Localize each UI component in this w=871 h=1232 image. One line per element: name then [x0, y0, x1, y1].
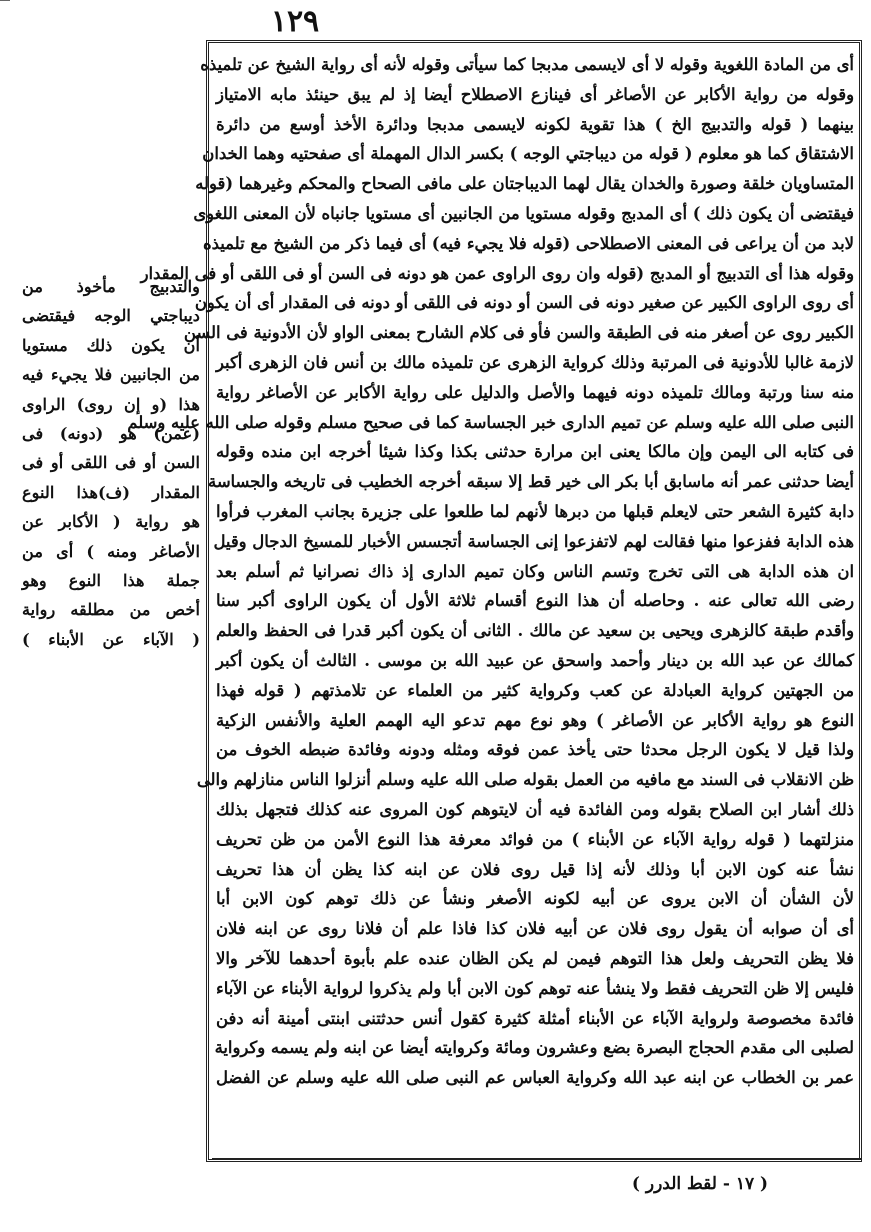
text-line: أى من المادة اللغوية وقوله لا أى لايسمى مدبجا كما سيأتى وقوله لأنه أى رواية الشيخ عن تلميذه	[200, 55, 854, 74]
scan-edge-mark	[0, 0, 10, 1]
footer-signature: ( ١٧ - لقط الدرر )	[631, 1174, 769, 1194]
text-line: وأقدم طبقة كالزهرى ويحيى بن سعيد عن مالك . الثانى أن يكون أكبر قدرا فى الحفظ والعلم	[216, 621, 854, 641]
text-line: منزلتهما ( قوله رواية الآباء عن الأبناء ) من فوائد معرفة هذا النوع الأمن من ظن تحريف	[216, 829, 854, 849]
text-line: النبى صلى الله عليه وسلم عن تميم الدارى خبر الجساسة كما فى صحيح مسلم وقوله صلى الله عليه وسلم	[127, 412, 854, 432]
margin-note-line: ( الآباء عن الأبناء )	[22, 629, 200, 649]
matn-margin-text	[22, 272, 200, 654]
text-line: هذه الدابة ففزعوا منها فقالت لهم لاتفزعوا إنى الجساسة أتجسس الأخبار للمسيخ الدجال وقيل	[213, 531, 854, 551]
text-line: الاشتقاق كما هو معلوم ( قوله من ديباجتي الوجه ) بكسر الدال المهملة أى صفحتيه وهما الخدان	[202, 144, 854, 164]
text-line: لأن الشأن أن الابن يروى عن أبيه لكونه الأصغر ونشأ عن ذلك توهم كون الابن أبا	[216, 889, 854, 909]
margin-note-line: ديباجتي الوجه فيقتضى	[22, 306, 200, 326]
margin-note-line: هو رواية ( الأكابر عن	[22, 512, 200, 532]
text-line: نشأ عنه كون الابن أبا وذلك لأنه إذا قيل روى فلان عن ابنه كذا يظن أن هذا تحريف	[216, 859, 854, 879]
text-line: كمالك عن عبد الله بن دينار وأحمد واسحق عن عبيد الله بن موسى . الثالث أن يكون أكبر	[216, 650, 854, 670]
margin-note-line: أخص من مطلقه رواية	[22, 600, 200, 620]
commentary-text	[127, 50, 854, 1093]
margin-note-line: الأصاغر ومنه ) أى من	[22, 541, 200, 561]
text-line: دابة كثيرة الشعر حتى لايعلم قبلها من دبرها لأنهم لما طلعوا على جزيرة بجانب المغرب فرأوا	[216, 501, 854, 521]
text-line: الكبير روى عن أصغر منه فى الطبقة والسن فأو فى كلام الشارح بمعنى الواو لأن الأدونية فى السن	[183, 323, 854, 343]
margin-note-line: (عمن) هو (دونه) فى	[22, 423, 200, 443]
text-line: فلا يظن التحريف ولعل هذا التوهم فيمن لم يكن الظان عنده علم بأبوة أحدهما للآخر والا	[216, 948, 854, 968]
page-number: ١٢٩	[270, 4, 320, 39]
margin-note-line: جملة هذا النوع وهو	[22, 570, 200, 590]
text-line: ان هذه الدابة هى التى تخرج وتسم الناس وكان تميم الدارى إذ ذاك نصرانيا ثم أسلم بعد	[216, 561, 854, 581]
text-line: وقوله هذا أى التدبيج أو المدبج (قوله وان روى الراوى عمن هو دونه فى السن أو فى اللقى أو فى المقدار	[140, 263, 854, 283]
text-line: فائدة مخصوصة ولرواية الآباء عن الأبناء أمثلة كثيرة كقول أنس حدثتنى ابنتى أمينة أنه دفن	[216, 1008, 854, 1028]
margin-note-line: هذا (و إن روى) الراوى	[22, 394, 200, 414]
text-line: أى أن صوابه أن يقول روى فلان عن أبيه فلان كذا فاذا علم أن فلانا روى عن ابنه فلان	[216, 919, 854, 939]
text-line: أيضا حدثنى عمر أنه ماسابق أبا بكر الى خير قط إلا سبقه أخرجه الخطيب فى تاريخه والجساسة	[208, 472, 854, 492]
text-line: ولذا قيل لا يكون الرجل محدثا حتى يأخذ عمن فوقه ومثله ودونه وفائدة ضبطه الخوف من	[216, 740, 854, 760]
text-line: فليس إلا ظن التحريف فقط ولا ينشأ عنه توهم كون الابن أبا ولم يذكروا لرواية الأبناء عن الآباء	[216, 978, 854, 998]
margin-note-line: أن يكون ذلك مستويا	[22, 335, 200, 355]
text-line: ظن الانقلاب فى السند مع مافيه من العمل بقوله صلى الله عليه وسلم أنزلوا الناس منازلهم والى	[196, 770, 854, 790]
text-line: فيقتضى أن يكون ذلك ) أى المدبج وقوله مستويا من الجانبين أى مستويا جانباه لأن المعنى اللغوى	[193, 203, 854, 223]
text-line: رضى الله تعالى عنه . وحاصله أن هذا النوع أقسام ثلاثة الأول أن يكون الراوى أكبر سنا	[216, 591, 854, 611]
margin-note-line: السن أو فى اللقى أو فى	[22, 453, 200, 473]
text-line: لازمة غالبا للأدونية فى المرتبة وذلك كرواية الزهرى عن تلميذه مالك بن أنس فان الزهرى أكبر	[216, 352, 854, 372]
margin-note-line: من الجانبين فلا يجيء فيه	[22, 365, 200, 385]
text-line: أى روى الراوى الكبير عن صغير دونه فى السن أو دونه فى اللقى أو دونه فى المقدار أى أن يكون	[194, 293, 854, 313]
text-line: لابد من أن يراعى فى المعنى الاصطلاحى (قوله فلا يجيء فيه) أى فيما ذكر من الشيخ مع تلميذه	[203, 233, 854, 253]
text-line: عمر بن الخطاب عن ابنه عبد الله وكرواية العباس عم النبى صلى الله عليه وسلم عن الفضل	[216, 1068, 854, 1088]
text-line: النوع هو رواية الأكابر عن الأصاغر ) وهو نوع مهم تدعو اليه الهمم العلية والأنفس الزكية	[216, 710, 854, 730]
margin-note-line: المقدار (ف)هذا النوع	[22, 482, 200, 502]
footer-rule	[212, 1158, 862, 1160]
text-line: من الجهتين كرواية العبادلة عن كعب وكرواية كثير من العلماء عن تلامذتهم ( قوله فهذا	[216, 680, 854, 700]
text-line: لصلبى الى مقدم الحجاج البصرة بضع وعشرون ومائة وكروايته أيضا عن ابنه ولم يسمه وكرواية	[214, 1038, 854, 1058]
text-line: وقوله من رواية الأكابر عن الأصاغر أى فينازع الاصطلاح أيضا إذ لم يبق حينئذ مابه الامتياز	[216, 84, 854, 104]
text-line: فى كتابه الى اليمن وإن مالكا يعنى ابن مرارة حدثنى بكذا وكذا شيئا أخرجه ابن منده وقوله	[216, 442, 854, 462]
text-line: بينهما ( قوله والتدبيج الخ ) هذا تقوية لكونه لايسمى مدبجا ودائرة الأخذ أوسع من دائرة	[216, 114, 854, 134]
text-line: منه سنا ورتبة ومالك تلميذه دونه فيهما والأصل والدليل على رواية الأكابر عن الأصاغر رواية	[216, 382, 854, 402]
text-line: ذلك أشار ابن الصلاح بقوله ومن الفائدة فيه أن لايتوهم كون المروى عنه كذلك فتجهل بذلك	[216, 799, 854, 819]
text-line: المتساويان خلقة وصورة والخدان يقال لهما الديباجتان على مافى الصحاح والمحكم وغيرهما (قوله	[195, 174, 854, 194]
margin-note-line: والتدبيج مأخوذ من	[22, 277, 200, 296]
